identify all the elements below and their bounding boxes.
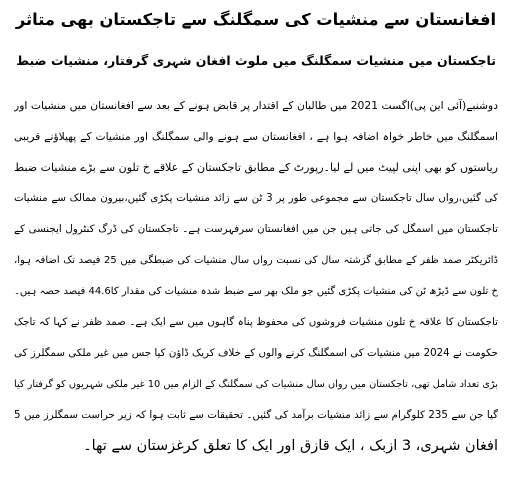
article-body-line: حکومت نے 2024 میں منشیات کی اسمگلنگ کرنے والوں کے خلاف کریک ڈاؤن کیا جس میں غیر ملکی سمگلرز کی <box>14 347 498 359</box>
article-body-line: افغان شہری، 3 ازبک ، ایک قازق اور ایک کا تعلق کرغزستان سے تھا۔ <box>83 438 498 454</box>
article-body-line: ڈائریکٹر صمد ظفر کے مطابق گزشتہ سال کی نسبت رواں سال منشیات کی ضبطگی میں 25 فیصد تک اضافہ ہوا، <box>14 255 498 266</box>
article-subheadline: تاجکستان میں منشیات سمگلنگ میں ملوث افغان شہری گرفتار، منشیات ضبط <box>16 53 496 68</box>
article-body-line: گیا جن سے 235 کلوگرام سے زائد منشیات برآمد کی گئیں۔ تحقیقات سے ثابت ہوا کہ زیر حراست سمگلرز میں 5 <box>14 409 498 421</box>
article-body-line: خ تلون سے ڈیڑھ ٹن کی منشیات پکڑی گئیں جو ملک بھر سے ضبط شدہ منشیات کی مقدار کا44.6 فیصد حصہ ہیں۔ <box>14 286 498 297</box>
article-body-line: دوشنبے(آئی این پی)اگست 2021 میں طالبان کے اقتدار پر قابض ہونے کے بعد سے افغانستان میں منشیات اور <box>14 99 498 112</box>
article-body-line: تاجکستان کا علاقہ خ تلون منشیات فروشوں کی محفوظ پناہ گاہوں میں سے ایک ہے۔ صمد ظفر نے کہا کہ تاجک <box>14 316 498 328</box>
article-body-line: بڑی تعداد شامل تھی، تاجکستان میں رواں سال منشیات کی سمگلنگ کے الزام میں 10 غیر ملکی شہریوں کو گرفتار کیا <box>14 379 498 390</box>
article-body <box>14 90 498 462</box>
article-headline: افغانستان سے منشیات کی سمگلنگ سے تاجکستان بھی متاثر <box>15 10 497 29</box>
article-body-line: ریاستوں کو بھی اپنی لپیٹ میں لے لیا۔رپورٹ کے مطابق تاجکستان کے علاقے خ تلون سے بڑے منشیات ضبط <box>14 161 498 174</box>
article-body-line: اسمگلنگ میں خاطر خواہ اضافہ ہوا ہے ، افغانستان سے ہونے والی سمگلنگ اور منشیات کے پھیلاؤنے قریبی <box>14 130 498 143</box>
article-body-line: تاجکستان میں اسمگل کی جاتی ہیں جن میں افغانستان سرفہرست ہے۔ تاجکستان کی ڈرگ کنٹرول ایجنسی کے <box>14 223 498 235</box>
article-body-line: کی گئیں،رواں سال تاجکستان سے مجموعی طور پر 3 ٹن سے زائد منشیات پکڑی گئیں،بیرون ممالک سے منشیات <box>14 192 498 204</box>
